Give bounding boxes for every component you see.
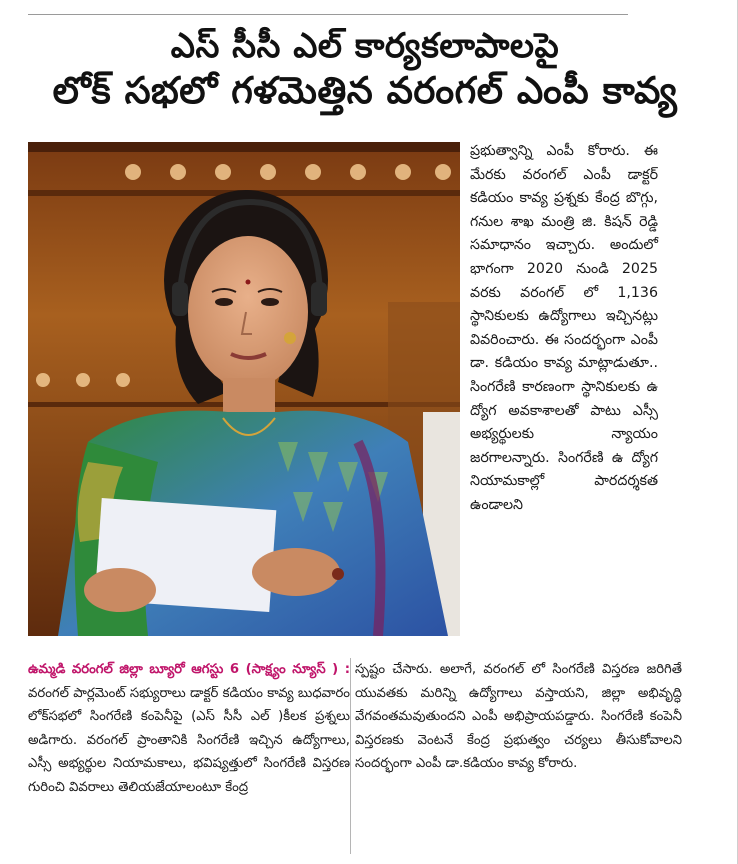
article-right-text: ప్రభుత్వాన్ని ఎంపీ కోరారు. ఈ మేరకు వరంగల్ ఎంపీ డాక్టర్ కడియం కావ్య ప్రశ్నకు కేంద్ర బొగ్గు, గనుల శాఖ మంత్రి జి. కిషన్ రెడ్డి సమాధానం ఇచ్చారు. అందులో భాగంగా 2020 నుండి 2025 వరకు వరంగల్ లో 1,136 స్థానికులకు ఉద్యోగాలు ఇచ్చినట్లు వివరించారు. ఈ సందర్భంగా ఎంపీ డా. కడియం కావ్య మాట్లాడుతూ.. సింగరేణి కారణంగా స్థానికులకు ఉ ద్యోగ అవకాశాలతో పాటు ఎస్సీ అభ్యర్థులకు న్యాయం జరగాలన్నారు. సింగరేణి ఉ ద్యోగ నియామకాల్లో పారదర్శకత ఉండాలని bbox=[470, 143, 658, 513]
article-right-column bbox=[470, 140, 658, 518]
article-bottom-right-text: స్పష్టం చేసారు. అలాగే, వరంగల్ లో సింగరేణి విస్తరణ జరిగితే యువతకు మరిన్ని ఉద్యోగాలు వస్తాయని, జిల్లా అభివృద్ధి వేగవంతమవుతుందని ఎంపీ అభిప్రాయపడ్డారు. సింగరేణి కంపెనీ విస్తరణకు వెంటనే కేంద్ర ప్రభుత్వం చర్యలు తీసుకోవాలని సందర్భంగా ఎంపీ డా.కడియం కావ్య కోరారు. bbox=[355, 662, 682, 772]
article-lead-paragraph bbox=[28, 658, 350, 800]
dateline: ఉమ్మడి వరంగల్ జిల్లా బ్యూరో ఆగస్టు 6 (సాక్ష్యం న్యూస్ ) : bbox=[28, 662, 350, 677]
mp-photo bbox=[28, 142, 460, 636]
article-bottom-left-column bbox=[28, 658, 350, 800]
portrait-photo bbox=[28, 142, 460, 636]
headline-line-1: ఎస్ సీసీ ఎల్ కార్యకలాపాలపై bbox=[170, 26, 560, 66]
top-rule bbox=[28, 14, 628, 15]
article-left-text: వరంగల్ పార్లమెంట్ సభ్యురాలు డాక్టర్ కడియం కావ్య బుధవారం లోక్‌సభలో సింగరేణి కంపెనీపై (ఎస్ సీసీ ఎల్ )కీలక ప్రశ్నలు అడిగారు. వరంగల్ ప్రాంతానికి సింగరేణి ఇచ్చిన ఉద్యోగాలు, ఎస్సీ అభ్యర్థుల నియామకాలు, భవిష్యత్తులో సింగరేణి విస్తరణ గురించి వివరాలు తెలియజేయాలంటూ కేంద్ర bbox=[28, 685, 350, 795]
headline-line-2: లోక్ సభలో గళమెత్తిన వరంగల్ ఎంపీ కావ్య bbox=[52, 69, 678, 112]
article-bottom-right-column bbox=[350, 658, 682, 854]
